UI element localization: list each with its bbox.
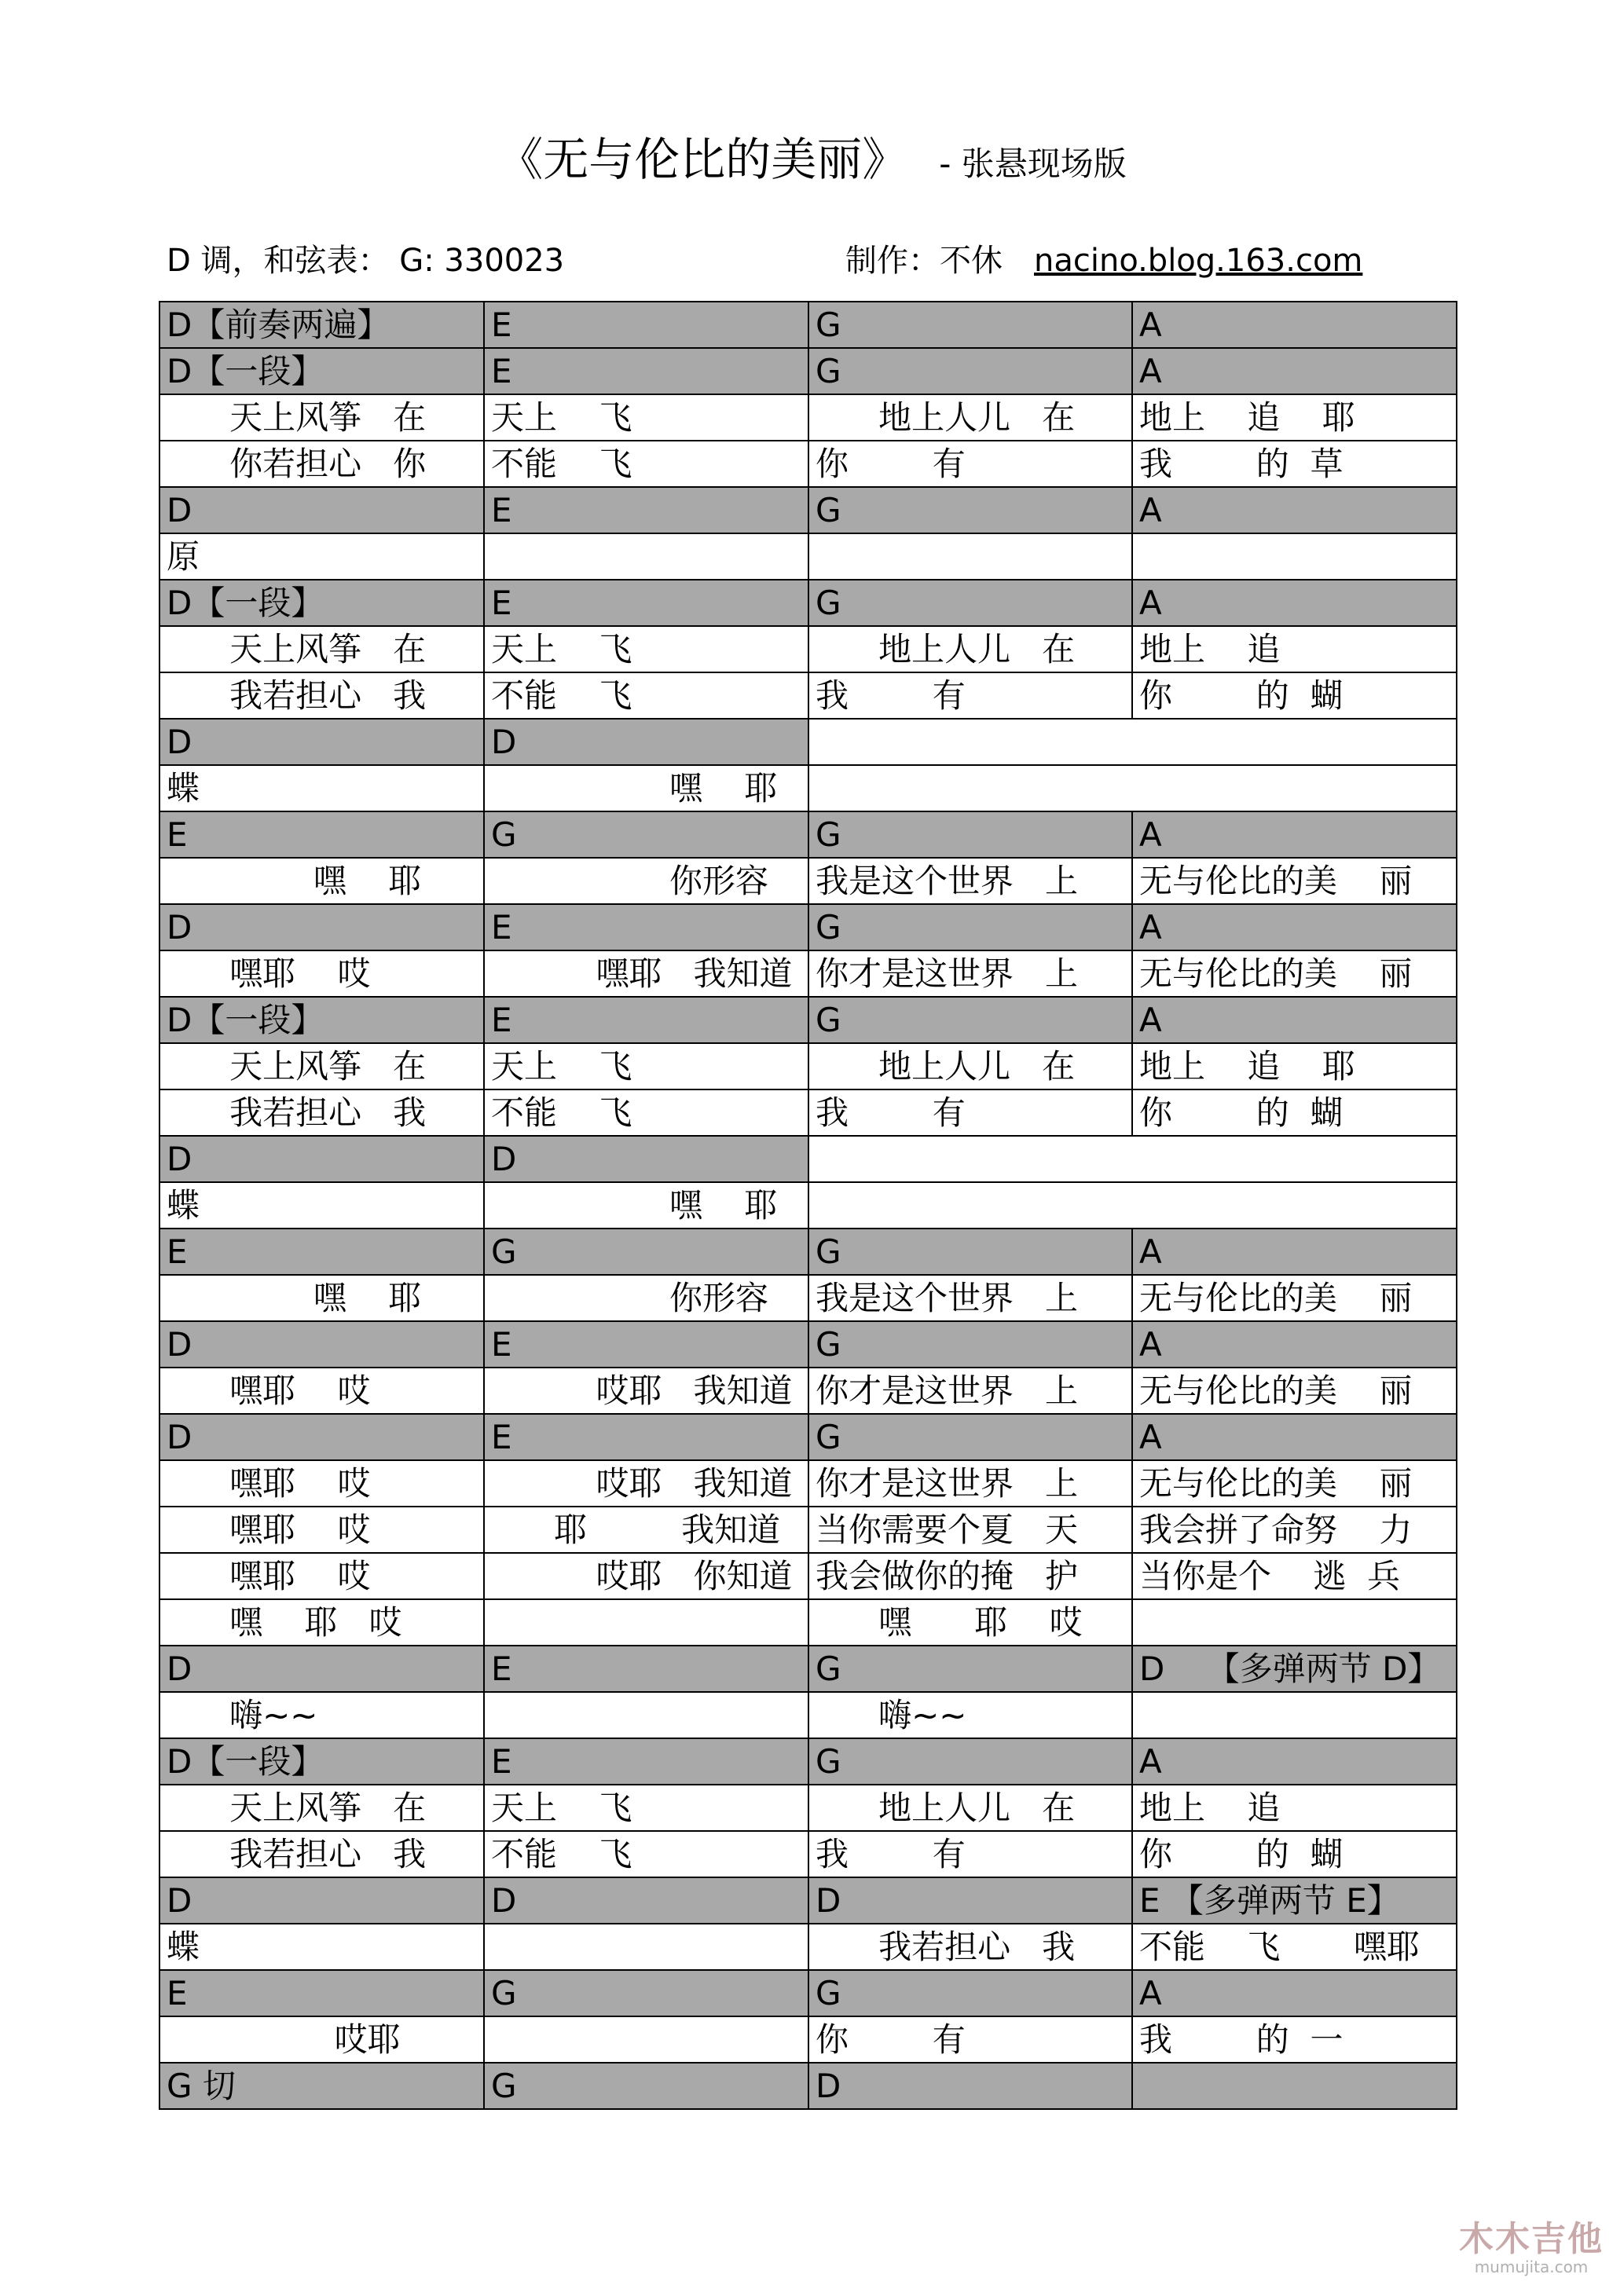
chord-cell: A	[1132, 811, 1457, 858]
chord-cell: G	[808, 580, 1132, 626]
chord-cell: A	[1132, 1738, 1457, 1785]
chord-cell: D【前奏两遍】	[159, 302, 484, 348]
chord-cell: E	[484, 302, 808, 348]
lyric-cell: 我若担心 我	[159, 1089, 484, 1136]
lyric-row	[159, 1182, 1457, 1229]
lyric-cell: 我 的 一	[1132, 2016, 1457, 2063]
chord-cell: G	[808, 1970, 1132, 2016]
chord-cell: D	[159, 1646, 484, 1692]
chord-row	[159, 1970, 1457, 2016]
lyric-row	[159, 441, 1457, 487]
lyric-cell: 天上风筝 在	[159, 626, 484, 672]
chord-cell: D	[484, 1877, 808, 1924]
chord-cell: E 【多弹两节 E】	[1132, 1877, 1457, 1924]
chord-cell: A	[1132, 580, 1457, 626]
lyric-row	[159, 1460, 1457, 1507]
chord-cell: D	[808, 1877, 1132, 1924]
chord-cell: G	[808, 487, 1132, 533]
chord-cell: D	[159, 1414, 484, 1460]
lyric-cell: 天上 飞	[484, 394, 808, 441]
lyric-row	[159, 626, 1457, 672]
lyric-cell: 你 的 蝴	[1132, 1831, 1457, 1877]
lyric-cell: 天上风筝 在	[159, 1785, 484, 1831]
chord-cell: G	[484, 1970, 808, 2016]
lyric-cell: 我是这个世界 上	[808, 1275, 1132, 1321]
lyric-cell	[484, 1599, 808, 1646]
lyric-cell: 我若担心 我	[808, 1924, 1132, 1970]
chord-cell: E	[484, 1738, 808, 1785]
chord-cell: D	[159, 487, 484, 533]
chord-sheet-table	[159, 301, 1457, 2110]
chord-cell: D	[159, 1136, 484, 1182]
chord-row	[159, 1738, 1457, 1785]
lyric-cell: 嘿 耶	[484, 1182, 808, 1229]
chord-cell: G	[808, 997, 1132, 1043]
lyric-cell: 地上人儿 在	[808, 1785, 1132, 1831]
lyric-cell: 你若担心 你	[159, 441, 484, 487]
chord-cell: A	[1132, 487, 1457, 533]
chord-cell: G	[484, 2063, 808, 2109]
chord-cell: A	[1132, 1229, 1457, 1275]
author: 制作：不休	[845, 243, 1003, 279]
lyric-cell: 嘿 耶 哎	[808, 1599, 1132, 1646]
lyric-row	[159, 1785, 1457, 1831]
lyric-cell: 地上人儿 在	[808, 1043, 1132, 1089]
lyric-cell: 天上风筝 在	[159, 1043, 484, 1089]
chord-cell: E	[484, 1321, 808, 1368]
lyric-cell: 无与伦比的美 丽	[1132, 1368, 1457, 1414]
chord-cell: D	[159, 1877, 484, 1924]
lyric-cell: 我会拼了命努 力	[1132, 1507, 1457, 1553]
chord-sheet-body	[159, 302, 1457, 2109]
lyric-cell: 天上 飞	[484, 1043, 808, 1089]
chord-cell: E	[159, 811, 484, 858]
chord-row	[159, 997, 1457, 1043]
chord-row	[159, 1646, 1457, 1692]
chord-row	[159, 904, 1457, 950]
lyric-cell: 嘿耶 我知道	[484, 950, 808, 997]
chord-cell: D【一段】	[159, 348, 484, 394]
lyric-cell	[484, 533, 808, 580]
lyric-cell: 嘿 耶	[484, 765, 808, 811]
chord-cell: E	[484, 487, 808, 533]
lyric-row	[159, 858, 1457, 904]
chord-row	[159, 1321, 1457, 1368]
chord-cell: D【一段】	[159, 580, 484, 626]
lyric-cell: 不能 飞	[484, 441, 808, 487]
chord-cell: D	[808, 2063, 1132, 2109]
chord-row	[159, 2063, 1457, 2109]
lyric-cell	[1132, 1692, 1457, 1738]
chord-row	[159, 302, 1457, 348]
lyric-cell: 你形容	[484, 1275, 808, 1321]
empty-cell	[808, 719, 1457, 765]
chord-row	[159, 811, 1457, 858]
chord-cell: G	[808, 1646, 1132, 1692]
empty-cell	[808, 1136, 1457, 1182]
lyric-cell	[484, 2016, 808, 2063]
lyric-cell: 你 的 蝴	[1132, 672, 1457, 719]
lyric-cell: 我 有	[808, 1831, 1132, 1877]
lyric-cell: 哎耶 我知道	[484, 1460, 808, 1507]
chord-row	[159, 1136, 1457, 1182]
chord-cell: D	[484, 719, 808, 765]
chord-cell: G 切	[159, 2063, 484, 2109]
chord-row	[159, 348, 1457, 394]
lyric-cell: 蝶	[159, 765, 484, 811]
lyric-cell: 蝶	[159, 1924, 484, 1970]
lyric-cell: 耶 我知道	[484, 1507, 808, 1553]
lyric-cell: 你 的 蝴	[1132, 1089, 1457, 1136]
lyric-cell: 当你需要个夏 天	[808, 1507, 1132, 1553]
lyric-cell: 我若担心 我	[159, 1831, 484, 1877]
lyric-cell: 我 有	[808, 1089, 1132, 1136]
lyric-cell: 你 有	[808, 2016, 1132, 2063]
author-line	[845, 236, 1362, 280]
lyric-cell: 地上 追 耶	[1132, 1043, 1457, 1089]
lyric-row	[159, 1368, 1457, 1414]
chord-cell: E	[484, 1414, 808, 1460]
chord-cell: D	[484, 1136, 808, 1182]
chord-cell: G	[808, 1738, 1132, 1785]
lyric-cell	[1132, 1599, 1457, 1646]
lyric-cell: 你才是这世界 上	[808, 950, 1132, 997]
lyric-cell: 我 的 草	[1132, 441, 1457, 487]
lyric-row	[159, 1553, 1457, 1599]
lyric-row	[159, 1924, 1457, 1970]
lyric-cell: 地上 追	[1132, 1785, 1457, 1831]
lyric-cell: 嘿耶 哎	[159, 1460, 484, 1507]
lyric-cell: 天上 飞	[484, 1785, 808, 1831]
chord-cell: G	[484, 1229, 808, 1275]
song-subtitle: - 张悬现场版	[939, 145, 1127, 183]
watermark-url: mumujita.com	[1474, 2258, 1589, 2276]
lyric-row	[159, 1831, 1457, 1877]
lyric-cell: 嘿 耶	[159, 1275, 484, 1321]
chord-cell: E	[159, 1970, 484, 2016]
chord-cell: G	[808, 348, 1132, 394]
chord-cell: E	[159, 1229, 484, 1275]
lyric-cell: 天上 飞	[484, 626, 808, 672]
lyric-cell: 哎耶	[159, 2016, 484, 2063]
chord-cell: A	[1132, 997, 1457, 1043]
chord-cell: A	[1132, 904, 1457, 950]
chord-cell: A	[1132, 1321, 1457, 1368]
lyric-cell: 我会做你的掩 护	[808, 1553, 1132, 1599]
lyric-cell: 不能 飞	[484, 1831, 808, 1877]
song-title: 《无与伦比的美丽》	[497, 133, 908, 186]
chord-cell: G	[808, 302, 1132, 348]
lyric-cell: 我 有	[808, 672, 1132, 719]
chord-cell: A	[1132, 1414, 1457, 1460]
lyric-cell: 当你是个 逃 兵	[1132, 1553, 1457, 1599]
lyric-cell: 我若担心 我	[159, 672, 484, 719]
lyric-cell: 不能 飞 嘿耶	[1132, 1924, 1457, 1970]
site-link[interactable]: nacino.blog.163.com	[1034, 243, 1363, 279]
lyric-row	[159, 672, 1457, 719]
lyric-cell: 嗨~~	[808, 1692, 1132, 1738]
lyric-row	[159, 1599, 1457, 1646]
chord-cell: E	[484, 997, 808, 1043]
lyric-row	[159, 1043, 1457, 1089]
chord-row	[159, 580, 1457, 626]
lyric-cell: 无与伦比的美 丽	[1132, 950, 1457, 997]
chord-cell: D	[159, 904, 484, 950]
lyric-cell: 你形容	[484, 858, 808, 904]
lyric-row	[159, 765, 1457, 811]
lyric-cell: 不能 飞	[484, 672, 808, 719]
lyric-row	[159, 2016, 1457, 2063]
chord-cell: G	[808, 811, 1132, 858]
lyric-cell: 你才是这世界 上	[808, 1368, 1132, 1414]
watermark-text: 木木吉他	[1459, 2219, 1604, 2259]
lyric-cell: 地上 追	[1132, 626, 1457, 672]
lyric-row	[159, 1692, 1457, 1738]
chord-cell: G	[808, 1414, 1132, 1460]
lyric-cell	[484, 1692, 808, 1738]
lyric-cell: 哎耶 我知道	[484, 1368, 808, 1414]
chord-cell: A	[1132, 1970, 1457, 2016]
chord-row	[159, 719, 1457, 765]
lyric-cell: 不能 飞	[484, 1089, 808, 1136]
lyric-cell: 地上人儿 在	[808, 394, 1132, 441]
lyric-cell: 蝶	[159, 1182, 484, 1229]
chord-row	[159, 487, 1457, 533]
key-info: D 调，和弦表： G: 330023	[167, 243, 565, 279]
chord-cell: G	[484, 811, 808, 858]
lyric-cell: 嘿耶 哎	[159, 1553, 484, 1599]
lyric-cell: 原	[159, 533, 484, 580]
chord-cell: A	[1132, 348, 1457, 394]
lyric-cell: 我是这个世界 上	[808, 858, 1132, 904]
lyric-row	[159, 1507, 1457, 1553]
lyric-cell	[1132, 533, 1457, 580]
chord-cell: D 【多弹两节 D】	[1132, 1646, 1457, 1692]
lyric-cell: 嘿 耶 哎	[159, 1599, 484, 1646]
empty-cell	[808, 765, 1457, 811]
watermark-logo	[1459, 2221, 1604, 2276]
lyric-cell: 你 有	[808, 441, 1132, 487]
lyric-cell: 嘿耶 哎	[159, 950, 484, 997]
chord-row	[159, 1877, 1457, 1924]
chord-cell: G	[808, 904, 1132, 950]
lyric-row	[159, 1089, 1457, 1136]
chord-cell: D	[159, 719, 484, 765]
chord-cell: A	[1132, 302, 1457, 348]
lyric-cell: 嗨~~	[159, 1692, 484, 1738]
lyric-cell: 无与伦比的美 丽	[1132, 858, 1457, 904]
chord-cell: G	[808, 1229, 1132, 1275]
chord-row	[159, 1414, 1457, 1460]
lyric-cell	[484, 1924, 808, 1970]
chord-cell: G	[808, 1321, 1132, 1368]
lyric-cell: 天上风筝 在	[159, 394, 484, 441]
lyric-cell: 哎耶 你知道	[484, 1553, 808, 1599]
chord-cell	[1132, 2063, 1457, 2109]
chord-cell: E	[484, 1646, 808, 1692]
chord-row	[159, 1229, 1457, 1275]
lyric-cell: 地上人儿 在	[808, 626, 1132, 672]
lyric-row	[159, 394, 1457, 441]
lyric-cell: 嘿 耶	[159, 858, 484, 904]
chord-cell: E	[484, 904, 808, 950]
lyric-row	[159, 533, 1457, 580]
lyric-cell: 嘿耶 哎	[159, 1368, 484, 1414]
lyric-row	[159, 1275, 1457, 1321]
lyric-cell: 无与伦比的美 丽	[1132, 1460, 1457, 1507]
lyric-cell: 嘿耶 哎	[159, 1507, 484, 1553]
chord-cell: E	[484, 348, 808, 394]
chord-cell: E	[484, 580, 808, 626]
chord-cell: D【一段】	[159, 997, 484, 1043]
lyric-row	[159, 950, 1457, 997]
empty-cell	[808, 1182, 1457, 1229]
lyric-cell: 无与伦比的美 丽	[1132, 1275, 1457, 1321]
lyric-cell	[808, 533, 1132, 580]
page-title	[0, 132, 1624, 192]
lyric-cell: 地上 追 耶	[1132, 394, 1457, 441]
chord-cell: D	[159, 1321, 484, 1368]
lyric-cell: 你才是这世界 上	[808, 1460, 1132, 1507]
chord-cell: D【一段】	[159, 1738, 484, 1785]
